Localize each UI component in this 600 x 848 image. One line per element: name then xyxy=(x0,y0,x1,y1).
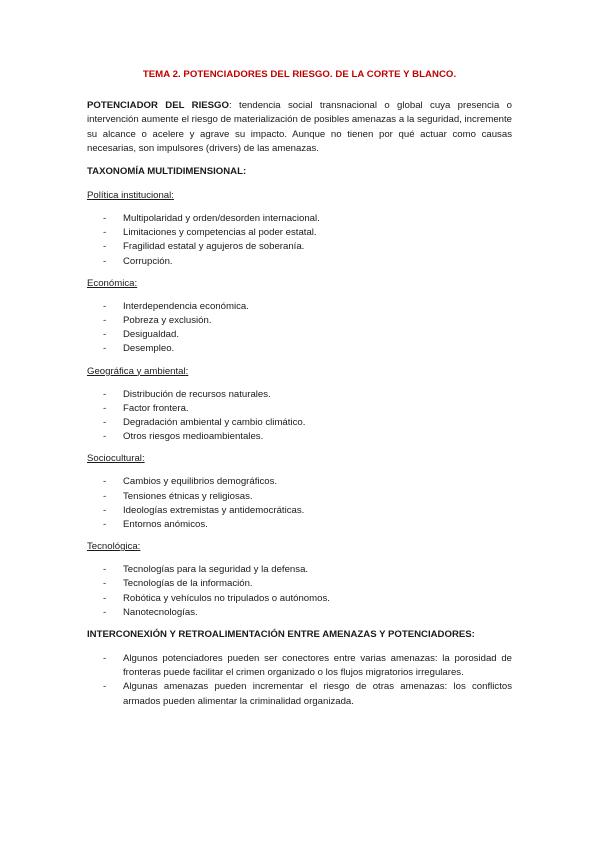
interconnection-heading: INTERCONEXIÓN Y RETROALIMENTACIÓN ENTRE AMENAZAS Y POTENCIADORES: xyxy=(87,629,475,641)
category-name: Sociocultural xyxy=(87,453,142,465)
list-item: - Desempleo. xyxy=(103,343,175,355)
list-item: - Entornos anómicos. xyxy=(103,519,208,531)
list-item: - Tensiones étnicas y religiosas. xyxy=(103,490,253,502)
list-item: - Pobreza y exclusión. xyxy=(103,315,212,327)
category-heading-politica: Política institucional: xyxy=(87,190,174,202)
list-item: - Fragilidad estatal y agujeros de soberanía. xyxy=(103,241,305,253)
list-item: - Factor frontera. xyxy=(103,402,189,414)
interconnection-list xyxy=(87,652,512,709)
category-name: Económica xyxy=(87,277,135,289)
category-heading-geografica: Geográfica y ambiental: xyxy=(87,365,189,377)
category-heading-sociocultural: Sociocultural: xyxy=(87,453,145,465)
category-heading-economica: Económica: xyxy=(87,277,138,289)
category-list-politica xyxy=(87,212,512,269)
list-item: - Corrupción. xyxy=(103,255,173,267)
list-item: - Nanotecnologías. xyxy=(103,606,198,618)
category-heading-tecnologica: Tecnológica: xyxy=(87,541,141,553)
list-item: - Multipolaridad y orden/desorden internacional. xyxy=(103,213,320,225)
list-item: - Algunos potenciadores pueden ser conectores entre varias amenazas: la porosidad de fronteras puede facilitar el crimen organizado o los flujos migratorios irregulares. xyxy=(103,653,512,679)
category-list-economica xyxy=(87,300,512,357)
list-item: - Tecnologías para la seguridad y la defensa. xyxy=(103,564,309,576)
definition-paragraph xyxy=(87,99,512,156)
list-item: - Limitaciones y competencias al poder estatal. xyxy=(103,227,317,239)
category-name: Geográfica y ambiental xyxy=(87,365,186,377)
category-name: Tecnológica xyxy=(87,541,138,553)
list-item: - Robótica y vehículos no tripulados o autónomos. xyxy=(103,592,330,604)
definition-text: : tendencia social transnacional o global cuya presencia o intervención aumente el riesgo de materialización de posibles amenazas a la seguridad, incremente su alcance o acelere y agrave su impacto. Aunque no tienen por qué actuar como causas necesarias, son impulsores (drivers) de las amenazas. xyxy=(87,100,512,154)
list-item: - Desigualdad. xyxy=(103,329,180,341)
category-list-sociocultural xyxy=(87,475,512,532)
category-name: Política institucional xyxy=(87,190,172,202)
list-item: - Degradación ambiental y cambio climático. xyxy=(103,417,306,429)
list-item: - Algunas amenazas pueden incrementar el riesgo de otras amenazas: los conflictos armados pueden alimentar la criminalidad organizada. xyxy=(103,681,512,707)
category-list-tecnologica xyxy=(87,563,512,620)
list-item: - Distribución de recursos naturales. xyxy=(103,388,271,400)
list-item: - Otros riesgos medioambientales. xyxy=(103,431,264,443)
list-item: - Ideologías extremistas y antidemocráticas. xyxy=(103,504,305,516)
definition-term: POTENCIADOR DEL RIESGO xyxy=(87,100,229,112)
category-list-geografica xyxy=(87,388,512,445)
document-title: TEMA 2. POTENCIADORES DEL RIESGO. DE LA CORTE Y BLANCO. xyxy=(142,69,457,80)
taxonomy-heading: TAXONOMÍA MULTIDIMENSIONAL: xyxy=(87,166,247,178)
list-item: - Tecnologías de la información. xyxy=(103,578,253,590)
list-item: - Interdependencia económica. xyxy=(103,300,249,312)
list-item: - Cambios y equilibrios demográficos. xyxy=(103,476,278,488)
